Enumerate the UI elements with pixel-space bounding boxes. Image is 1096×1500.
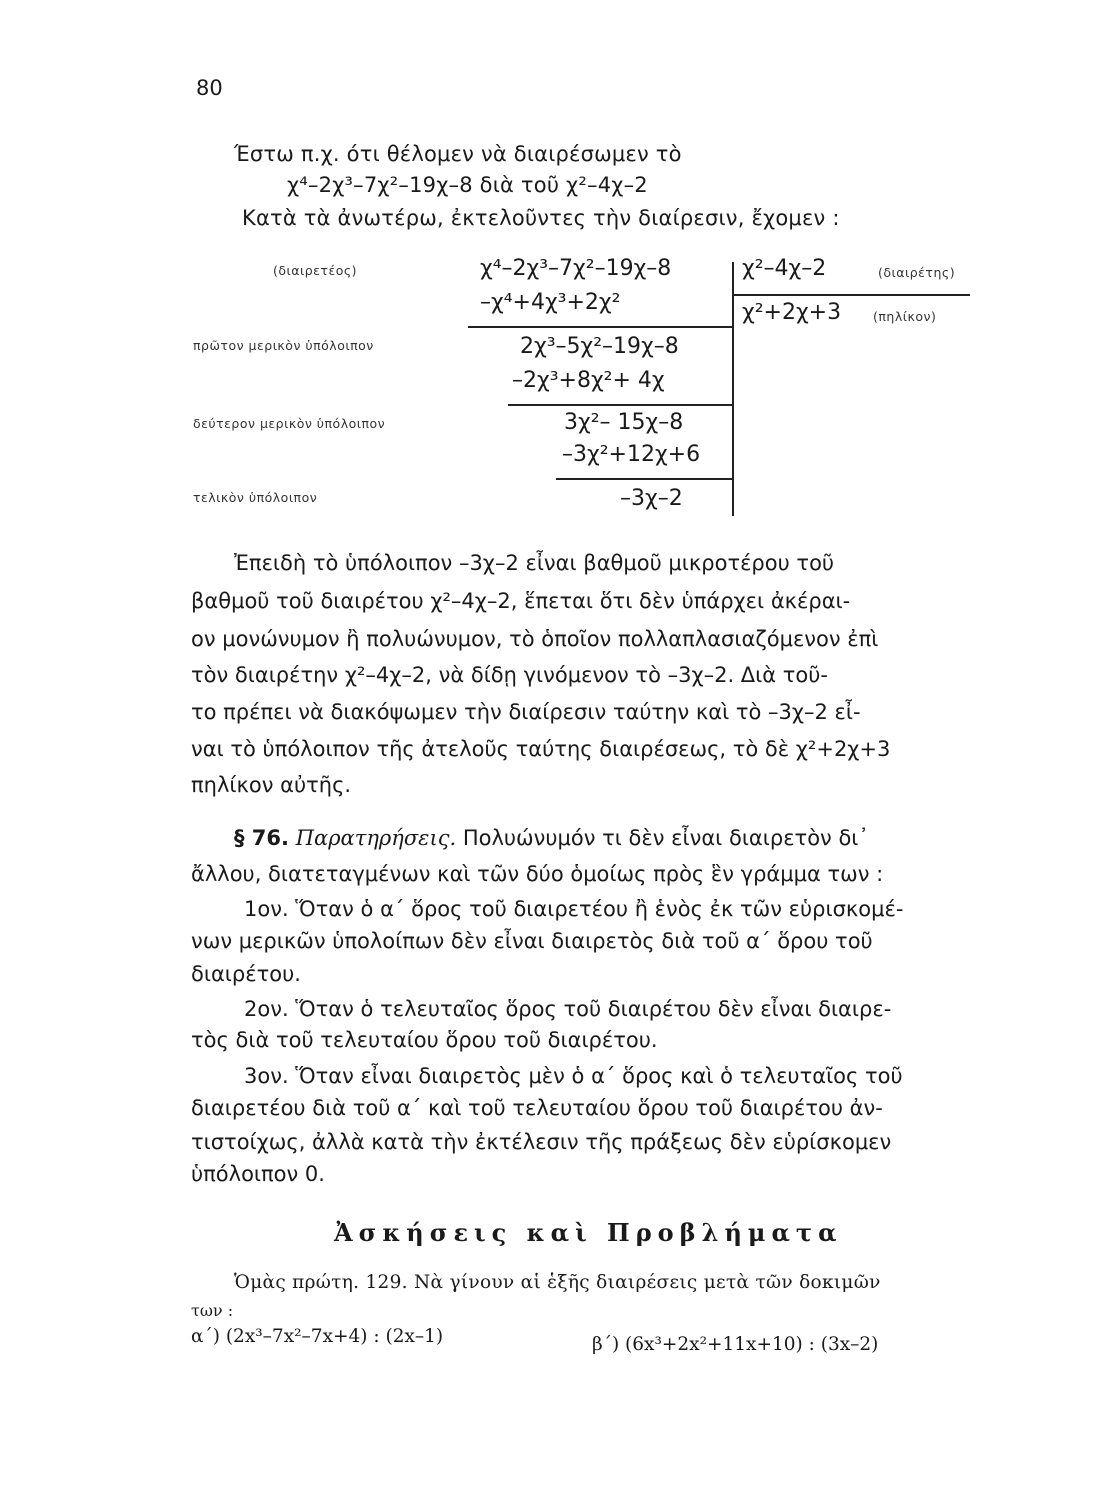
- section-line-7: τὸς διὰ τοῦ τελευταίου ὅρου τοῦ διαιρέτου.: [191, 1028, 658, 1052]
- divisor-rule: [732, 294, 970, 296]
- explanation-line-1: Ἐπειδὴ τὸ ὑπόλοιπον –3χ–2 εἶναι βαθμοῦ μικροτέρου τοῦ: [234, 551, 835, 575]
- explanation-line-7: πηλίκον αὐτῆς.: [191, 773, 352, 797]
- section-line-2: ἄλλου, διατεταγμένων καὶ τῶν δύο ὁμοίως πρὸς ἓν γράμμα των :: [191, 862, 884, 886]
- step-2: –2χ³+8χ²+ 4χ: [512, 368, 665, 393]
- intro-line-1: Έστω π.χ. ότι θέλομεν νὰ διαιρέσωμεν τὸ: [234, 142, 682, 166]
- label-first-remainder: πρῶτον μερικὸν ὑπόλοιπον: [193, 338, 374, 353]
- division-bar: [732, 262, 734, 516]
- final-remainder: –3χ–2: [620, 486, 683, 511]
- step-1: –χ⁴+4χ³+2χ²: [480, 290, 621, 315]
- section-line-3: 1ον. Ὅταν ὁ α΄ ὅρος τοῦ διαιρετέου ἢ ἑνὸς ἐκ τῶν εὑρισκομέ-: [244, 897, 904, 921]
- section-line-8: 3ον. Ὅταν εἶναι διαιρετὸς μὲν ὁ α΄ ὅρος καὶ ὁ τελευταῖος τοῦ: [244, 1064, 903, 1088]
- page-number: 80: [196, 76, 223, 100]
- section-line-6: 2ον. Ὅταν ὁ τελευταῖος ὅρος τοῦ διαιρέτου δὲν εἶναι διαιρε-: [244, 997, 892, 1021]
- rule-3: [556, 478, 732, 480]
- explanation-line-6: ναι τὸ ὑπόλοιπον τῆς ἀτελοῦς ταύτης διαιρέσεως, τὸ δὲ χ²+2χ+3: [191, 737, 891, 761]
- section-line-1: Πολυώνυμόν τι δὲν εἶναι διαιρετὸν δι᾽: [462, 826, 869, 850]
- rule-2: [508, 404, 732, 406]
- section-line-10: τιστοίχως, ἀλλὰ κατὰ τὴν ἐκτέλεσιν τῆς πράξεως δὲν εὑρίσκομεν: [191, 1130, 892, 1154]
- section-line-5: διαιρέτου.: [191, 962, 301, 986]
- label-final-remainder: τελικὸν ὑπόλοιπον: [193, 490, 318, 505]
- rule-1: [468, 326, 732, 328]
- label-second-remainder: δεύτερον μερικὸν ὑπόλοιπον: [193, 416, 386, 431]
- explanation-line-3: ον μονώνυμον ἢ πολυώνυμον, τὸ ὁποῖον πολλαπλασιαζόμενον ἐπὶ: [191, 627, 879, 651]
- exercises-heading: Ἀσκήσεις καὶ Προβλήματα: [334, 1218, 843, 1247]
- exercises-group-line: Ὁμὰς πρώτη. 129. Νὰ γίνουν αἱ ἑξῆς διαιρέσεις μετὰ τῶν δοκιμῶν: [234, 1272, 881, 1293]
- remainder-1: 2χ³–5χ²–19χ–8: [520, 334, 679, 359]
- section-number: § 76.: [234, 826, 290, 850]
- exercises-group-line-2: των :: [191, 1301, 234, 1320]
- intro-line-2: χ⁴–2χ³–7χ²–19χ–8 διὰ τοῦ χ²–4χ–2: [287, 173, 648, 197]
- dividend: χ⁴–2χ³–7χ²–19χ–8: [480, 256, 672, 281]
- exercise-b: β΄) (6x³+2x²+11x+10) : (3x–2): [592, 1334, 879, 1355]
- divisor-label: (διαιρέτης): [878, 265, 956, 280]
- section-line-11: ὑπόλοιπον 0.: [191, 1162, 325, 1186]
- quotient: χ²+2χ+3: [742, 300, 842, 325]
- explanation-line-4: τὸν διαιρέτην χ²–4χ–2, νὰ δίδῃ γινόμενον τὸ –3χ–2. Διὰ τοῦ-: [191, 663, 829, 687]
- explanation-line-5: το πρέπει νὰ διακόψωμεν τὴν διαίρεσιν ταύτην καὶ τὸ –3χ–2 εἶ-: [191, 700, 861, 724]
- section-title: Παρατηρήσεις.: [295, 826, 457, 850]
- divisor: χ²–4χ–2: [742, 256, 827, 281]
- section-heading-line: [234, 826, 869, 850]
- intro-line-3: Κατὰ τὰ ἀνωτέρω, ἐκτελοῦντες τὴν διαίρεσιν, ἔχομεν :: [242, 206, 840, 230]
- section-line-4: νων μερικῶν ὑπολοίπων δὲν εἶναι διαιρετὸς διὰ τοῦ α΄ ὅρου τοῦ: [191, 929, 873, 953]
- remainder-2: 3χ²– 15χ–8: [564, 410, 684, 435]
- step-3: –3χ²+12χ+6: [562, 442, 701, 467]
- explanation-line-2: βαθμοῦ τοῦ διαιρέτου χ²–4χ–2, ἕπεται ὅτι δὲν ὑπάρχει ἀκέραι-: [191, 589, 851, 613]
- section-line-9: διαιρετέου διὰ τοῦ α΄ καὶ τοῦ τελευταίου ὅρου τοῦ διαιρέτου ἀν-: [191, 1096, 883, 1120]
- exercise-a: α΄) (2x³–7x²–7x+4) : (2x–1): [191, 1326, 444, 1347]
- label-dividend: (διαιρετέος): [273, 263, 358, 278]
- quotient-label: (πηλίκον): [873, 309, 937, 324]
